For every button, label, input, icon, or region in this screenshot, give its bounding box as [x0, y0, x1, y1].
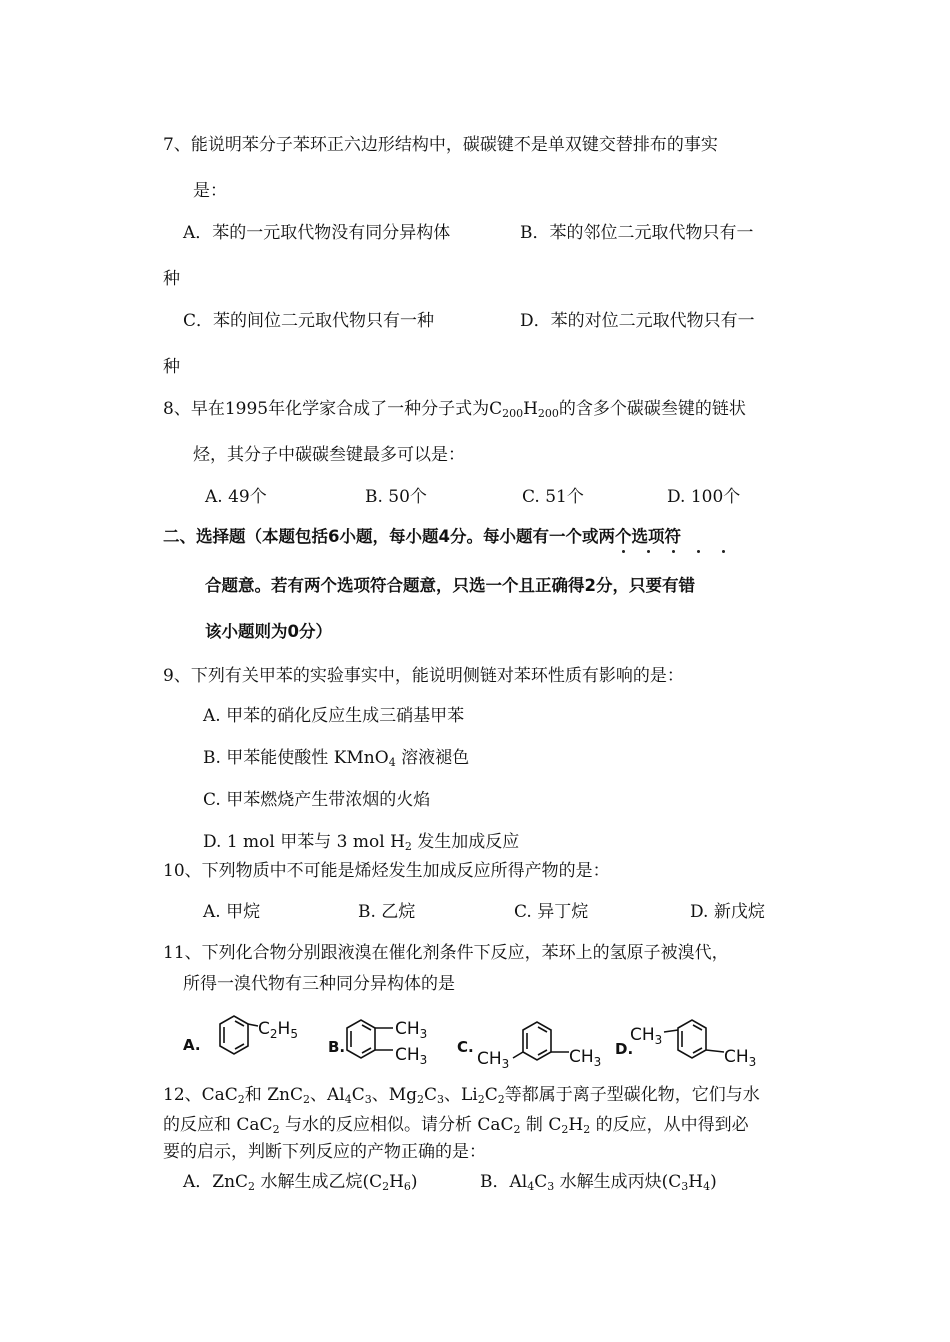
benzene-ring-icon	[347, 1020, 393, 1058]
q9-option-c: C. 甲苯燃烧产生带浓烟的火焰	[203, 790, 431, 810]
emphasis-dot	[697, 550, 700, 553]
q12-option-a: A．ZnC$_2$ 水解生成乙烷$(C_2H_6)$	[183, 1172, 418, 1193]
q9-option-d: D. 1 mol 甲苯与 3 mol $H_2$ 发生加成反应	[203, 832, 520, 853]
q9-option-a: A. 甲苯的硝化反应生成三硝基甲苯	[203, 706, 465, 726]
q12-line2: 的反应和 CaC$_2$ 与水的反应相似。请分析 CaC$_2$ 制 $C_2H_2$ 的反应，从中得到必	[163, 1115, 749, 1136]
q8-stem-line2: 烃，其分子中碳碳叁键最多可以是：	[193, 445, 465, 465]
section2-heading-line3: 该小题则为0分）	[205, 622, 332, 641]
methyl-group: $CH_3$	[395, 1019, 428, 1041]
q9-option-b: B. 甲苯能使酸性 KMnO$_4$ 溶液褪色	[203, 748, 470, 769]
option-label: A.	[183, 1036, 201, 1054]
q10-stem: 10、下列物质中不可能是烯烃发生加成反应所得产物的是：	[163, 861, 610, 881]
emphasis-dot	[622, 550, 625, 553]
structure-c-m-xylene	[455, 1012, 615, 1074]
q11-stem-line1: 11、下列化合物分别跟液溴在催化剂条件下反应，苯环上的氢原子被溴代，	[163, 943, 729, 963]
option-label: B.	[328, 1038, 346, 1056]
emphasis-dot	[672, 550, 675, 553]
q7-option-c: C．苯的间位二元取代物只有一种	[183, 311, 435, 331]
q10-option-b: B. 乙烷	[358, 902, 416, 922]
structure-d-p-xylene	[612, 1010, 772, 1074]
q12-line1: 12、CaC$_2$和 ZnC$_2$、$Al_4C_3$、$Mg_2C_3$、$Li_2C_2$等都属于离子型碳化物，它们与水	[163, 1085, 760, 1106]
option-label: C.	[457, 1038, 474, 1056]
option-label: D.	[615, 1040, 634, 1058]
q8-option-c: C. 51个	[522, 487, 584, 507]
methyl-group: $CH_3$	[630, 1025, 663, 1047]
q7-stem-line2: 是：	[193, 181, 227, 201]
q12-line3: 要的启示，判断下列反应的产物正确的是：	[163, 1142, 486, 1162]
section2-heading-line2: 合题意。若有两个选项符合题意，只选一个且正确得2分，只要有错	[205, 576, 695, 595]
q7-option-d-cont: 种	[163, 357, 180, 377]
q7-option-d: D．苯的对位二元取代物只有一	[520, 311, 755, 331]
q7-option-b: B．苯的邻位二元取代物只有一	[520, 223, 754, 243]
q10-option-d: D. 新戊烷	[690, 902, 765, 922]
q9-stem: 9、下列有关甲苯的实验事实中，能说明侧链对苯环性质有影响的是：	[163, 666, 684, 686]
ethyl-group: $C_2H_5$	[258, 1019, 298, 1041]
q7-option-a: A．苯的一元取代物没有同分异构体	[183, 223, 451, 243]
methyl-group: $CH_3$	[724, 1047, 757, 1069]
section2-heading-line1: 二、选择题（本题包括6小题，每小题4分。每小题有一个或两个选项符	[163, 527, 681, 546]
emphasis-dot	[647, 550, 650, 553]
q7-option-b-cont: 种	[163, 269, 180, 289]
q12-option-b: B．$Al_4C_3$ 水解生成丙炔$(C_3H_4)$	[480, 1172, 717, 1193]
structure-b-o-xylene	[325, 1012, 445, 1074]
q8-stem-line1: 8、早在1995年化学家合成了一种分子式为$C_{200}H_{200}$的含多个碳碳叁键的链状	[163, 399, 746, 420]
benzene-ring-icon	[664, 1020, 724, 1058]
methyl-group: $CH_3$	[569, 1047, 602, 1069]
q8-option-a: A. 49个	[205, 487, 267, 507]
q8-option-b: B. 50个	[365, 487, 427, 507]
q11-stem-line2: 所得一溴代物有三种同分异构体的是	[183, 974, 455, 994]
benzene-ring-icon	[513, 1022, 569, 1060]
q10-option-a: A. 甲烷	[203, 902, 261, 922]
methyl-group: $CH_3$	[477, 1049, 510, 1071]
structure-a-ethylbenzene	[180, 1012, 310, 1072]
emphasis-dot	[722, 550, 725, 553]
q8-option-d: D. 100个	[667, 487, 741, 507]
q7-stem-line1: 7、能说明苯分子苯环正六边形结构中，碳碳键不是单双键交替排布的事实	[163, 135, 718, 155]
q10-option-c: C. 异丁烷	[514, 902, 589, 922]
methyl-group: $CH_3$	[395, 1045, 428, 1067]
benzene-ring-icon	[220, 1016, 258, 1054]
